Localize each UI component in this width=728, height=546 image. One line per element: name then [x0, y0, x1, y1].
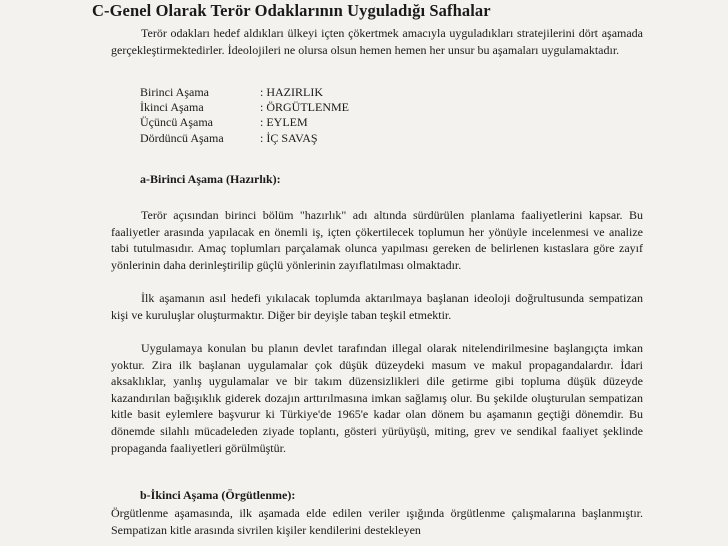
section-b-heading: b-İkinci Aşama (Örgütlenme):	[140, 488, 296, 502]
phase-value: : HAZIRLIK	[260, 85, 323, 99]
paragraph-text: İlk aşamanın asıl hedefi yıkılacak toplumda aktarılmaya başlanan ideoloji doğrultusunda sempatizan kişi ve kuruluşlar oluşturmaktır. Diğer bir deyişle taban teşkil etmektir.	[111, 291, 643, 322]
phase-value: : ÖRGÜTLENME	[260, 100, 349, 115]
phase-row	[140, 115, 349, 130]
phase-name: Birinci Aşama	[140, 85, 209, 99]
document-title: C-Genel Olarak Terör Odaklarının Uyguladığı Safhalar	[92, 1, 491, 20]
paragraph-text: Uygulamaya konulan bu planın devlet tarafından illegal olarak nitelendirilmesine başlangıçta imkan yoktur. Zira ilk başlanan uygulamalar çok düşük düzeydeki masum ve makul propagandalardır. İdari aksaklıklar, yanlış uygulamalar ve bir takım düzensizlikleri dile getirme gibi topluma düşük düzeyde kazandırılan bağışıklık giderek dozajın arttırılmasına imkan sağlamış olur. Bu şekilde oluşturulan sempatizan kitle basit eylemlere başvurur ki Türkiye'de 1965'e kadar olan dönem bu aşamanın geçtiği dönemdir. Bu dönemde silahlı mücadeleden ziyade toplantı, gösteri yürüyüşü, miting, grev ve sendikal faaliyet şeklinde propaganda faaliyetleri görülmüştür.	[111, 341, 643, 455]
phase-row	[140, 85, 349, 100]
paragraph-text: Terör açısından birinci bölüm "hazırlık" adı altında sürdürülen planlama faaliyetlerini kapsar. Bu faaliyetler arasında yapılacak en önemli iş, içten çökertilecek toplumun her yönüyle incelenmesi ve analize tabi tutulmasıdır. Amaç toplumları parçalamak olunca yapılması gereken de belirlenen kıstaslara göre zayıf yönlerinin daha derinleştirilip güçlü yönlerinin zayıflatılması olmaktadır.	[111, 208, 643, 272]
section-b-paragraph-1	[111, 505, 643, 538]
section-a-heading: a-Birinci Aşama (Hazırlık):	[140, 172, 281, 186]
phase-value: : EYLEM	[260, 115, 308, 130]
phase-value: : İÇ SAVAŞ	[260, 130, 318, 145]
phase-name: İkinci Aşama	[140, 100, 204, 115]
section-a-paragraph-1	[111, 207, 643, 273]
paragraph-text: Örgütlenme aşamasında, ilk aşamada elde edilen veriler ışığında örgütlenme çalışmalarına başlanmıştır. Sempatizan kitle arasında sivrilen kişiler kendilerini destekleyen	[111, 506, 643, 537]
intro-text: Terör odakları hedef aldıkları ülkeyi içten çökertmek amacıyla uyguladıkları stratejilerini dört aşamada gerçekleştirmektedirler. İdeolojileri ne olursa olsun hemen hemen her unsur bu aşamaları uygulamaktadır.	[111, 26, 643, 57]
phase-name: Dördüncü Aşama	[140, 130, 224, 145]
phase-row	[140, 100, 349, 115]
section-a-paragraph-2	[111, 290, 643, 323]
phase-name: Üçüncü Aşama	[140, 115, 213, 130]
section-a-paragraph-3	[111, 340, 643, 456]
intro-paragraph	[111, 25, 643, 58]
phase-list	[140, 85, 349, 146]
phase-row	[140, 131, 349, 146]
